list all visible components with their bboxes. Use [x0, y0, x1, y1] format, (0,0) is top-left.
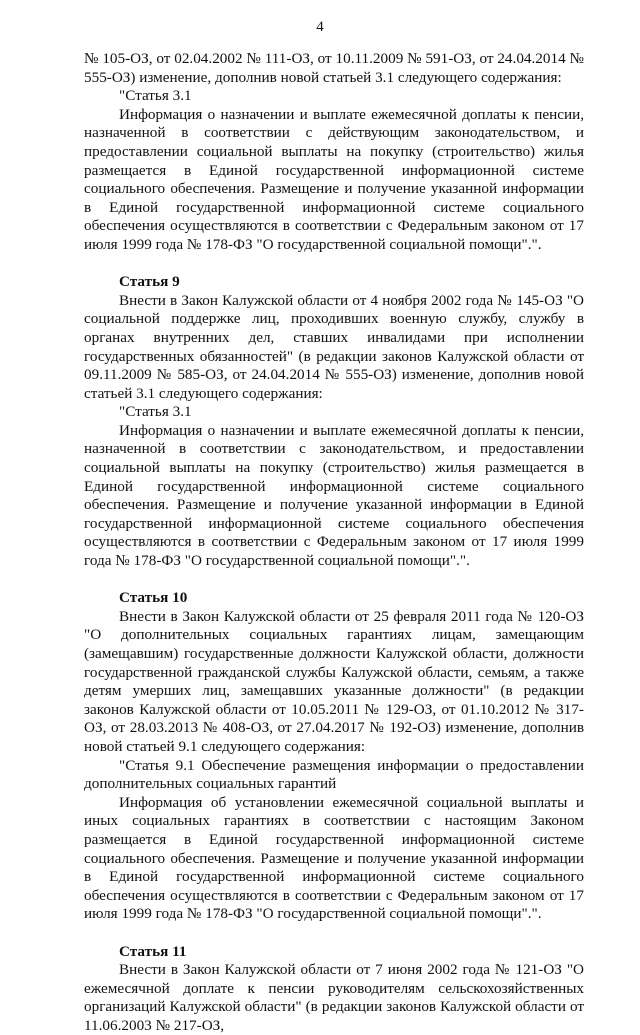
paragraph: № 105-ОЗ, от 02.04.2002 № 111-ОЗ, от 10.11.2009 № 591-ОЗ, от 24.04.2014 № 555-ОЗ) изменение, дополнив новой статьей 3.1 следующего содержания: — [84, 50, 584, 86]
paragraph: "Статья 3.1 — [119, 403, 192, 421]
article-heading: Статья 10 — [119, 589, 188, 607]
document-body — [84, 50, 584, 1035]
page-number: 4 — [316, 19, 324, 35]
paragraph-gap — [84, 255, 584, 274]
article-heading: Статья 11 — [119, 942, 187, 960]
paragraph: Информация о назначении и выплате ежемесячной доплаты к пенсии, назначенной в соответствии с действующим законодательством, и предоставлении социальной выплаты на покупку (строительство) жилья размещается в Единой государственной информационной системе социального обеспечения. Размещение и получение указанной информации в Единой государственной информационной системе социального обеспечения осуществляются в соответствии с Федеральным законом от 17 июля 1999 года № 178-ФЗ "О государственной социальной помощи".". — [84, 105, 584, 253]
paragraph-gap — [84, 571, 584, 590]
paragraph: Внести в Закон Калужской области от 25 февраля 2011 года № 120-ОЗ "О дополнительных социальных гарантиях лицам, замещающим (замещавшим) государственные должности Калужской области, должности государственной гражданской службы Калужской области, семьям, а также детям умерших лиц, замещавших указанные должности" (в редакции законов Калужской области от 10.05.2011 № 129-ОЗ, от 01.10.2012 № 317-ОЗ, от 28.03.2013 № 408-ОЗ, от 27.04.2017 № 192-ОЗ) изменение, дополнив новой статьей 9.1 следующего содержания: — [84, 607, 584, 755]
article-heading: Статья 9 — [119, 273, 180, 291]
paragraph-gap — [84, 924, 584, 943]
paragraph: Информация о назначении и выплате ежемесячной доплаты к пенсии, назначенной в соответствии с законодательством, и предоставлении социальной выплаты на покупку (строительство) жилья размещается в Единой государственной информационной системе социального обеспечения. Размещение и получение указанной информации в Единой государственной информационной системе социального обеспечения осуществляются в соответствии с Федеральным законом от 17 июля 1999 года № 178-ФЗ "О государственной социальной помощи".". — [84, 421, 584, 570]
paragraph: Внести в Закон Калужской области от 4 ноября 2002 года № 145-ОЗ "О социальной поддержке лиц, проходивших военную службу, службу в органах внутренних дел, ставших инвалидами при исполнении государственных обязанностей" (в редакции законов Калужской области от 09.11.2009 № 585-ОЗ, от 24.04.2014 № 555-ОЗ) изменение, дополнив новой статьей 3.1 следующего содержания: — [84, 291, 584, 402]
paragraph: Внести в Закон Калужской области от 7 июня 2002 года № 121-ОЗ "О ежемесячной доплате к пенсии руководителям сельскохозяйственных организаций Калужской области" (в редакции законов Калужской области от 11.06.2003 № 217-ОЗ, — [84, 961, 584, 1034]
paragraph: Информация об установлении ежемесячной социальной выплаты и иных социальных гарантиях в соответствии с настоящим Законом размещается в Единой государственной информационной системе социального обеспечения. Размещение и получение указанной информации в Единой государственной информационной системе социального обеспечения осуществляются в соответствии с Федеральным законом от 17 июля 1999 года № 178-ФЗ "О государственной социальной помощи".". — [84, 793, 584, 923]
paragraph: "Статья 9.1 Обеспечение размещения информации о предоставлении дополнительных социальных гарантий — [84, 756, 584, 793]
paragraph: "Статья 3.1 — [119, 87, 192, 105]
